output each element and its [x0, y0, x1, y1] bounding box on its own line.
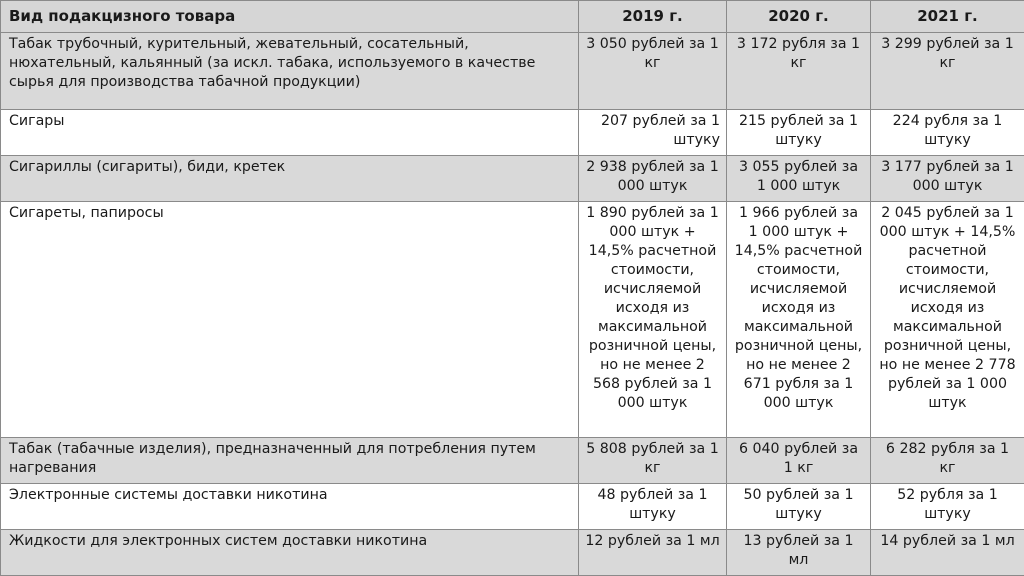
- rate-2021: 3 177 рублей за 1 000 штук: [871, 156, 1024, 202]
- row-product-name: Сигары: [1, 110, 579, 156]
- rate-2019: 48 рублей за 1 штуку: [579, 484, 727, 530]
- row-product-name: Табак (табачные изделия), предназначенный для потребления путем нагревания: [1, 438, 579, 484]
- column-header-product: Вид подакцизного товара: [1, 1, 579, 33]
- rate-2019: 207 рублей за 1 штуку: [579, 110, 727, 156]
- table-row: [1, 33, 1024, 110]
- rate-2019: 12 рублей за 1 мл: [579, 530, 727, 576]
- table-row: [1, 156, 1024, 202]
- rate-2020: 13 рублей за 1 мл: [727, 530, 871, 576]
- rate-2020: 215 рублей за 1 штуку: [727, 110, 871, 156]
- table-row: [1, 202, 1024, 438]
- rate-2020: 6 040 рублей за 1 кг: [727, 438, 871, 484]
- rate-2021: 14 рублей за 1 мл: [871, 530, 1024, 576]
- table-row: [1, 438, 1024, 484]
- table-header-row: [1, 1, 1024, 33]
- rate-2021: 3 299 рублей за 1 кг: [871, 33, 1024, 110]
- row-product-name: Электронные системы доставки никотина: [1, 484, 579, 530]
- table-row: [1, 484, 1024, 530]
- column-header-2020: 2020 г.: [727, 1, 871, 33]
- rate-2020: 3 055 рублей за 1 000 штук: [727, 156, 871, 202]
- rate-2019: 1 890 рублей за 1 000 штук + 14,5% расчетной стоимости, исчисляемой исходя из максимальной розничной цены, но не менее 2 568 рублей за 1 000 штук: [579, 202, 727, 438]
- rate-2019: 2 938 рублей за 1 000 штук: [579, 156, 727, 202]
- rate-2021: 224 рубля за 1 штуку: [871, 110, 1024, 156]
- row-product-name: Табак трубочный, курительный, жевательный, сосательный, нюхательный, кальянный (за искл. табака, используемого в качестве сырья для производства табачной продукции): [1, 33, 579, 110]
- table-row: [1, 110, 1024, 156]
- rate-2021: 2 045 рублей за 1 000 штук + 14,5% расчетной стоимости, исчисляемой исходя из максимальной розничной цены, но не менее 2 778 рублей за 1 000 штук: [871, 202, 1024, 438]
- rate-2020: 1 966 рублей за 1 000 штук + 14,5% расчетной стоимости, исчисляемой исходя из максимальной розничной цены, но не менее 2 671 рубля за 1 000 штук: [727, 202, 871, 438]
- row-product-name: Жидкости для электронных систем доставки никотина: [1, 530, 579, 576]
- rate-2021: 52 рубля за 1 штуку: [871, 484, 1024, 530]
- row-product-name: Сигареты, папиросы: [1, 202, 579, 438]
- rate-2021: 6 282 рубля за 1 кг: [871, 438, 1024, 484]
- rate-2019: 5 808 рублей за 1 кг: [579, 438, 727, 484]
- rate-2020: 3 172 рубля за 1 кг: [727, 33, 871, 110]
- rate-2019: 3 050 рублей за 1 кг: [579, 33, 727, 110]
- column-header-2019: 2019 г.: [579, 1, 727, 33]
- table-row: [1, 530, 1024, 576]
- column-header-2021: 2021 г.: [871, 1, 1024, 33]
- row-product-name: Сигариллы (сигариты), биди, кретек: [1, 156, 579, 202]
- rate-2020: 50 рублей за 1 штуку: [727, 484, 871, 530]
